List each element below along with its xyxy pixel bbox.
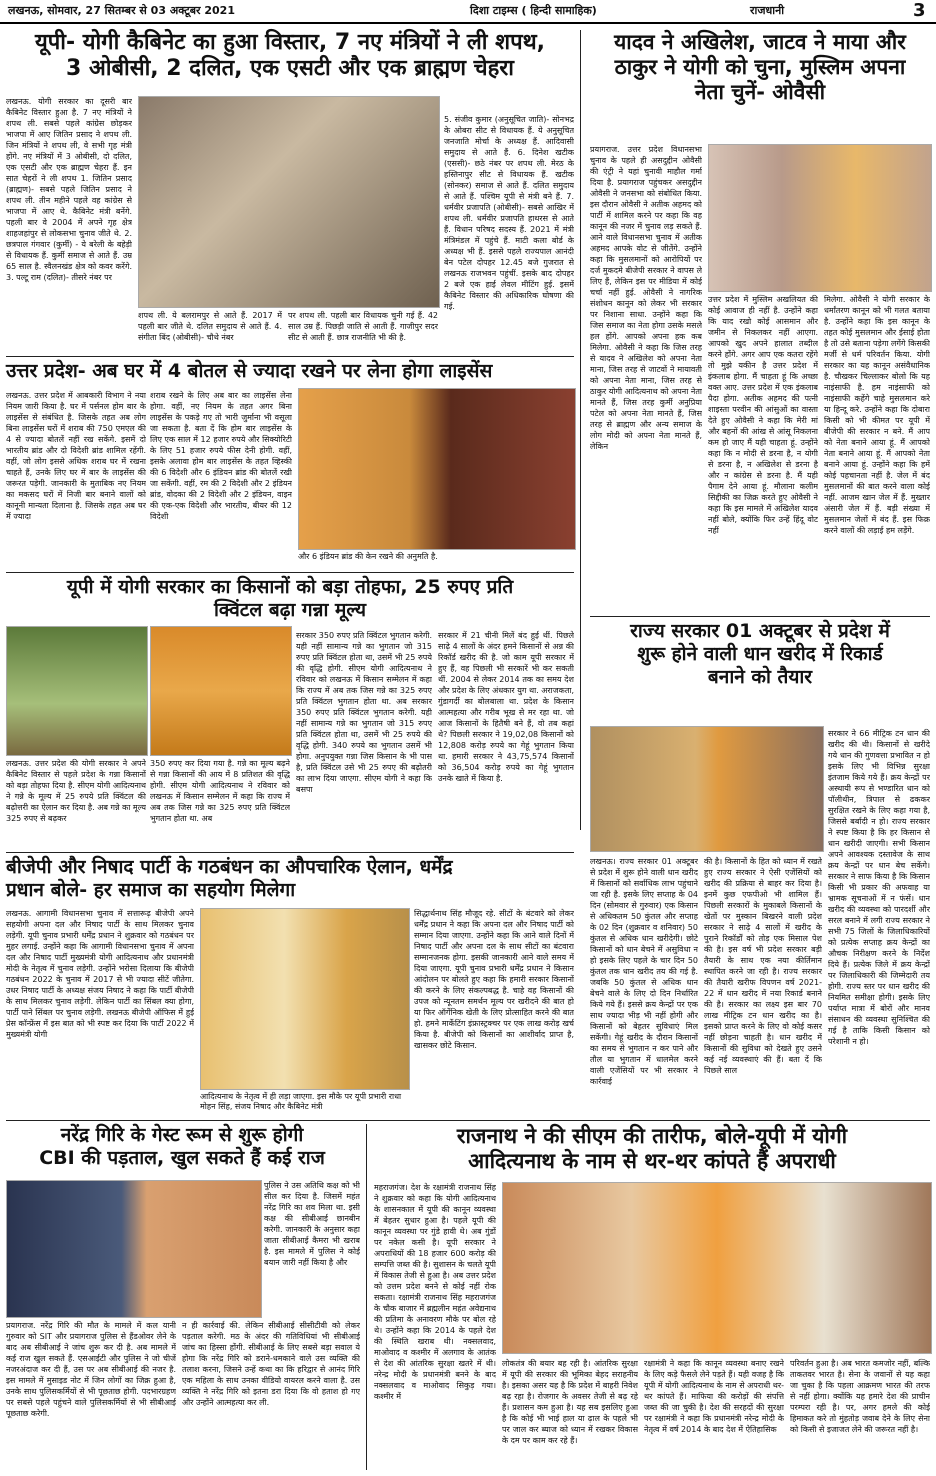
rajnath-headline-2: आदित्यनाथ के नाम से थर-थर कांपते हैं अपराधी — [468, 1149, 836, 1174]
liquor-headline: उत्तर प्रदेश- अब घर में 4 बोतल से ज्यादा रखने पर लेना होगा लाइसेंस — [6, 360, 493, 382]
owaisi-col-3: मिलेगा. ओवैसी ने योगी सरकार के धर्मांतरण कानून को भी गलत बताया है. उन्होंने कहा कि इस कानून के तहत कोई मुसलमान और ईसाई होता है तो उसे बताना पड़ेगा लगेंगे किसकी मर्जी से धर्म परिवर्तन किया. योगी सरकार का यह कानून असंवैधानिक है. चौखकर चिल्लाकर बोलो कि यह नाइंसाफी है. हम नाइंसाफी को नाइंसाफी कहेंगे चाहे मुसलमान करे या हिन्दू करे. उन्होंने कहा कि दोबारा किसी को भी कीमत पर यूपी में बीजेपी की सरकार न बने. मैं आप को नेता बनाने आया हूं. मैं आपको नेता बनाने आया हूं. मैं आपको नेता बनाने आया हूं. उन्होंने कहा कि हमें कोई पहचानता नहीं है. जेल में बंद मुसलमानों की बात करने वाला कोई नहीं. आजम खान जेल में हैं. मुख्तार अंसारी जेल में हैं. बड़ी संख्या में मुसलमान जेलों में बंद हैं. इस फिक्र करने वालों की लड़ाई हम लड़ेंगे. — [824, 295, 930, 535]
section-name: राजधानी — [750, 4, 785, 17]
cbi-photo — [6, 1180, 262, 1318]
page-number: 3 — [913, 0, 926, 21]
rajnath-col-3: रक्षामंत्री ने कहा कि कानून व्यवस्था बनाए रखने के लिए कड़े फैसले लेने पड़ते हैं। यही वजह है कि यूपी में योगी आदित्यनाथ के नाम से अपराधी थर-थर कांपते हैं। माफिया की करोड़ों की संपत्ति जब्त की जा चुकी है। देश की सरहदों की सुरक्षा पर रक्षामंत्री ने कहा कि प्रधानमंत्री नरेन्द्र मोदी के नेतृत्व में वर्ष 2014 के बाद देश में ऐतिहासिक — [644, 1359, 784, 1434]
rajnath-event-photo — [502, 1182, 932, 1354]
owaisi-col-1: प्रयागराज. उत्तर प्रदेश विधानसभा चुनाव के पहले ही असदुद्दीन ओवैसी की एंट्री ने यहां चुनावी माहौल गर्मा दिया है. प्रयागराज पहुंचकर असदुद्दीन ओवैसी ने जनसभा को संबोधित किया. इस दौरान ओवैसी ने अतीक अहमद को पार्टी में शामिल करने पर कहा कि वह कानून की नजर में चुनाव लड़ सकते हैं. आने वाले विधानसभा चुनाव में अतीक अहमद आपके वोट से जीतेंगे. उन्होंने कहा कि मुसलमानों को आरोपियों पर दर्ज मुकदमे बीजेपी सरकार ने वापस ले लिए हैं, लेकिन इस पर मीडिया में कोई चर्चा नहीं हुई. ओवैसी ने नागरिक संशोधन कानून को लेकर भी सरकार पर निशाना साधा. उन्होंने कहा कि जिस समाज का नेता होगा उसके मसले हल होंगे. आपको अपना हक कब मिलेगा. ओवैसी ने कहा कि जिस तरह से यादव ने अखिलेश को अपना नेता माना, जिस तरह से जाटवों ने मायावती को अपना नेता माना, जिस तरह से ठाकुर योगी आदित्यनाथ को अपना नेता मानते हैं, जिस तरह कुर्मी अनुप्रिया पटेल को अपना नेता मानते हैं, जिस तरह से ब्राह्मण और अन्य समाज के लोग मोदी को अपना नेता मानते हैं, लेकिन — [590, 145, 702, 451]
owaisi-headline-1: यादव ने अखिलेश, जाटव ने माया और — [614, 30, 906, 54]
liquor-col-2: शराब रखने के लिए अब बार का लाइसेंस लेना होगा. वहीं, नए नियम के तहत अगर बिना लाइसेंस के पकड़े गए तो भारी जुर्माना भी वसूला जा सकता है. बता दें कि होम बार लाइसेंस के लिए एक साल में 12 हजार रुपये और सिक्योरिटी के लिए 51 हजार रुपये फीस देनी होगी. वहीं, इसके अलावा होम बार लाइसेंस के तहत व्हिस्की की 6 विदेशी और 6 इंडियन ब्रांड की बोतलें रखी जा सकेंगी. वहीं, रम की 2 विदेशी और 2 इंडियन ब्रांड, वोदका की 2 विदेशी और 2 इंडियन, वाइन की एक-एक विदेशी और भारतीय, बीयर की 12 विदेशी — [150, 391, 292, 521]
section-divider — [6, 356, 574, 357]
leaders-photo — [708, 144, 932, 292]
liquor-col-1: लखनऊ. उत्तर प्रदेश में आबकारी विभाग ने नया नियम जारी किया है. घर में पर्सनल होम बार के लाइसेंस से संबंधित है. जिसके तहत अब लोग बिना लाइसेंस घरों में शराब की 750 एमएल की 4 से ज्यादा बोतलें नहीं रख सकेंगे. इसमें दो भारतीय ब्रांड और दो विदेशी ब्रांड शामिल रहेंगी. वहीं, जो लोग इससे अधिक शराब घर में रखना चाहते हैं, उनके लिए घर में बार के लाइसेंस की जरूरत पड़ेगी. जानकारी के मुताबिक नए नियम का मकसद घरों में निजी बार बनाने वालों को कानूनी मान्यता दिलाना है. जिसके तहत अब घर में ज्यादा — [6, 391, 146, 521]
section-divider — [6, 1120, 930, 1121]
paper-name: दिशा टाइम्स ( हिन्दी सामाहिक) — [470, 4, 597, 17]
sugarcane-col-1: लखनऊ. उत्तर प्रदेश की योगी सरकार ने अपने कैबिनेट विस्तार से पहले प्रदेश के गन्ना किसानों को बड़ा तोहफा दिया है. सीएम योगी आदित्यनाथ ने गन्ने के मूल्य में 25 रुपये प्रति क्विंटल की बढ़ोत्तरी का ऐलान कर दिया है. अब गन्ने का मूल्य 325 रुपए से बढ़कर — [6, 759, 146, 823]
rajnath-col-1: महराजगंज। देश के रक्षामंत्री राजनाथ सिंह ने शुक्रवार को कहा कि योगी आदित्यनाथ के शासनकाल में यूपी की कानून व्यवस्था में बेहतर सुधार हुआ है। पहले यूपी की कानून व्यवस्था पर गुंडे हावी थे। अब गुंडों पर नकेल कसी है। यूपी सरकार ने अपराधियों की 18 हजार 600 करोड़ की सम्पत्ति जब्त की है। सुशासन के चलते यूपी में विकास तेजी से हुआ है। अब उत्तर प्रदेश को उत्तम प्रदेश बनने से कोई नहीं रोक सकता। रक्षामंत्री राजनाथ सिंह महराजगंज के चौक बाजार में ब्रह्मलीन महंत अवेद्यनाथ की प्रतिमा के अनावरण मौके पर बोल रहे थे। उन्होंने कहा कि 2014 के पहले देश की स्थिति खराब थी। नक्सलवाद, माओवाद व कश्मीर में अलगाव के आतंक से देश की आंतरिक सुरक्षा खतरे में थी। नरेन्द्र मोदी के प्रधानमंत्री बनने के बाद नक्सलवाद व माओवाद सिकुड़ गया। कश्मीर में — [374, 1183, 496, 1401]
rajnath-article — [374, 1124, 930, 1174]
cabinet-col-3: पर शपथ ली. पहली बार विधायक चुनी गई हैं. 42 साल उम्र हैं. पिछड़ी जाति से आती हैं. गाजीपुर सदर सीट से आती हैं. छात्र राजनीति भी की है. — [288, 311, 438, 342]
yogi-photo — [150, 626, 292, 756]
nishad-press-photo — [200, 908, 410, 1090]
sugarcane-col-3: सरकार 350 रुपए प्रति क्विंटल भुगतान करेगी. यही नहीं सामान्य गन्ने का भुगतान जो 315 रुपए प्रति क्विंटल होता था, उसमें भी 25 रुपये की वृद्धि होगी. सीएम योगी आदित्यनाथ ने रविवार को लखनऊ में किसान सम्मेलन में कहा कि राज्य में अब तक जिस गन्ने का 325 रुपए प्रति क्विंटल भुगतान होता था. अब सरकार 350 रुपए प्रति क्विंटल भुगतान करेगी. यही नहीं सामान्य गन्ने का भुगतान जो 315 रुपए प्रति क्विंटल होता था, उसमें भी 25 रुपये की वृद्धि होगी. 340 रुपये का भुगतान उसमें भी होगा. अनुपयुक्त गन्ना जिस किसान के भी पास है, प्रति क्विंटल उसे भी 25 रुपए की बढ़ोतरी का लाभ दिया जाएगा. सीएम योगी ने कहा कि बसपा — [296, 631, 432, 794]
cabinet-col-4: 5. संजीव कुमार (अनुसूचित जाति)- सोनभद्र के ओबरा सीट से विधायक हैं. ये अनुसूचित जनजाति मोर्चा के अध्यक्ष हैं. आदिवासी समुदाय से आते हैं. 6. दिनेश खटीक (एससी)- छठे नंबर पर शपथ ली. मेरठ के हस्तिनापुर सीट से विधायक हैं. खटीक (सोनकर) समाज से आते हैं. दलित समुदाय से आते हैं. पश्चिम यूपी से मंत्री बने हैं. 7. धर्मवीर प्रजापति (ओबीसी)- सबसे आखिर में शपथ ली. धर्मवीर प्रजापति हाथरस से आते हैं. विधान परिषद सदस्य हैं. 2021 में मंत्री मंत्रिमंडल में पहुंचे हैं. माटी कला बोर्ड के अध्यक्ष भी हैं. इससे पहले राज्यपाल आनंदी बेन पटेल दोपहर 12.45 बजे गुजरात से लखनऊ राजभवन पहुंचीं. इसके बाद दोपहर 2 बजे एक हाई लेवल मीटिंग हुई. इसमें कैबिनेट विस्तार की अधिकारिक घोषणा की गई. — [444, 115, 574, 311]
owaisi-headline-3: नेता चुनें- ओवैसी — [694, 80, 826, 105]
sugarcane-field-photo — [6, 626, 148, 756]
masthead — [0, 0, 936, 24]
giri-col-2: न ही कार्रवाई की. लेकिन सीबीआई सीसीटीवी को लेकर पड़ताल करेगी. मठ के अंदर की गतिविधियां भी सीबीआई जांच का हिस्सा होंगी. सीबीआई के लिए सबसे बड़ा सवाल ये होगा कि नरेंद्र गिरि को डराने-धमकाने वाले उस व्यक्ति की तलाश करना, जिसने उन्हें कथा का कि हरिद्वार से आनंद गिरि एक महिला के साथ उनका वीडियो वायरल करने वाला है. उस व्यक्ति ने नरेंद्र गिरि को इतना डरा दिया कि वो हताश हो गए और उन्होंने आत्महत्या कर ली. — [182, 1321, 360, 1407]
giri-headline-1: नरेंद्र गिरि के गेस्ट रूम से शुरू होगी — [60, 1124, 304, 1146]
rajnath-col-2: लोकतंत्र की बयार बह रही है। आंतरिक सुरक्षा में यूपी की सरकार की भूमिका बेहद सराहनीय है। इसका असर यह है कि प्रदेश में बाहरी निवेश बढ़ रहा है। रोजगार के अवसर तेजी से बढ़ रहे हैं। प्रशासन कम हुआ है। यह सब इसलिए हुआ है कि कोई भी भाई हाल या ढ़ाल के पहले भी पर जाल कर ब्याज को ध्यान में रखकर विकास के दम पर काम कर रहे हैं। — [502, 1359, 638, 1445]
paddy-headline-1: राज्य सरकार 01 अक्टूबर से प्रदेश में — [630, 620, 890, 642]
owaisi-article — [590, 30, 930, 106]
cabinet-ministers-photo — [138, 96, 440, 308]
cabinet-article — [6, 30, 574, 83]
sugarcane-headline-2: क्विंटल बढ़ा गन्ना मूल्य — [213, 598, 367, 621]
paddy-article — [590, 620, 930, 688]
paddy-headline-3: बनाने को तैयार — [707, 665, 813, 688]
giri-col-1: प्रयागराज. नरेंद्र गिरि की मौत के मामले में कल यानी गुरुवार को SIT और प्रयागराज पुलिस से हैंडओवर लेने के बाद अब सीबीआई ने जांच शुरू कर दी है. अब मामले में कई राज खुल सकते हैं. एसआईटी और पुलिस ने जो चीजें नजरअंदाज कर दी हैं, उस पर अब सीबीआई की नजर है. इस मामले में मुसाइड नोट में जिन लोगों का जिक्र हुआ है, उनके साथ पुलिसकर्मियों से भी पूछताछ होगी. पदभारग्रहण पर सबसे पहले पहुंचने वाले पुलिसकर्मियों से भी सीबीआई पूछताछ करेगी. — [6, 1321, 176, 1418]
cabinet-col-1: लखनऊ. योगी सरकार का दूसरी बार कैबिनेट विस्तार हुआ है. 7 नए मंत्रियों ने शपथ ली. सबसे पहले कांग्रेस छोड़कर भाजपा में आए जितिन प्रसाद ने शपथ ली. जिन मंत्रियों ने शपथ ली, वे सभी गृह मंत्री होंगे. नए मंत्रियों में 3 ओबीसी, दो दलित, एक एसटी और एक ब्राह्मण चेहरा हैं. इन सात चेहरों ने ली शपथ 1. जितिन प्रसाद (ब्राह्मण)- सबसे पहले जितिन प्रसाद ने शपथ ली. तीन महीने पहले वह कांग्रेस से भाजपा में आए थे. कैबिनेट मंत्री बनेंगे. पहली बार वे 2004 में अपने गृह क्षेत्र शाहजहांपुर से लोकसभा चुनाव जीते थे. 2. छत्रपाल गंगवार (कुर्मी) - ये बरेली के बहेड़ी से विधायक हैं. कुर्मी समाज से आते हैं. उम्र 65 साल है. स्वैलनखंड क्षेत्र को कवर करेंगे. 3. पल्टू राम (दलित)- तीसरे नंबर पर — [6, 97, 132, 282]
paddy-photo — [590, 726, 824, 852]
paddy-headline-2: शुरू होने वाली धान खरीद में रिकार्ड — [637, 642, 883, 665]
liquor-photo — [298, 388, 576, 550]
section-divider — [6, 572, 574, 573]
nishad-headline-2: प्रधान बोले- हर समाज का सहयोग मिलेगा — [6, 878, 296, 901]
cabinet-headline-1: यूपी- योगी कैबिनेट का हुआ विस्तार, 7 नए मंत्रियों ने ली शपथ, — [34, 30, 545, 55]
sugarcane-col-4: सरकार में 21 चीनी मिलें बंद हुई थीं. पिछले साढ़े 4 सालों के अंदर हमने किसानों से अन्न की रिकॉर्ड खरीद की है. जो काम यूपी सरकार में हुए हैं, वह पिछली भी सरकारें भी कर सकती थीं. 2004 से लेकर 2014 तक का समय देश और प्रदेश के लिए अंधकार युग था. अराजकता, गुंडागर्दी का बोलबाला था. प्रदेश के किसान आत्महत्या और गरीब भूख से मर रहा था. जो आज किसानों के हितैषी बने हैं, वो तब कहां थे? पिछली सरकार ने 19,02,08 किसानों को 12,808 करोड़ रुपये का गेहूं भुगतान किया था. हमारी सरकार ने 43,75,574 किसानों को 36,504 करोड़ रुपये का गेहूं भुगतान उनके खाते में किया है. — [438, 631, 574, 783]
column-divider — [580, 30, 581, 830]
sugarcane-col-2: 350 रुपए कर दिया गया है. गन्ने का मूल्य बढ़ने से गन्ना किसानों की आय में 8 प्रतिशत की वृद्धि होगी. सीएम योगी आदित्यनाथ ने रविवार को लखनऊ में किसान सम्मेलन में कहा कि राज्य में अब तक जिस गन्ने का 325 रुपए प्रति क्विंटल भुगतान होता था. अब — [150, 759, 290, 823]
cabinet-col-2: शपथ ली. ये बलरामपुर से आते हैं. 2017 में पहली बार जीते थे. दलित समुदाय से आते हैं. 4. संगीता बिंद (ओबीसी)- चौथे नंबर — [138, 311, 282, 342]
liquor-caption: और 6 इंडियन ब्रांड की केन रखने की अनुमति है. — [298, 552, 438, 561]
sugarcane-headline-1: यूपी में योगी सरकार का किसानों को बड़ा तोहफा, 25 रुपए प्रति — [66, 576, 514, 598]
paddy-col-1: लखनऊ। राज्य सरकार 01 अक्टूबर से प्रदेश में शुरू होने वाली धान खरीद में किसानों को सर्वाधिक लाभ पहुंचाने जा रही है. इसके लिए सप्ताह के 04 दिन (सोमवार से गुरुवार) एक किसान से अधिकतम 50 कुंतल और सप्ताह के 02 दिन (शुक्रवार व शनिवार) 50 कुंतल से अधिक धान खरीदेगी। छोटे किसानों को धान बेचने में असुविधा न हो इसके लिए पहले के चार दिन 50 कुंतल तक धान खरीद तय की गई है. जबकि 50 कुंतल से अधिक धान बेचने वाले के लिए दो दिन निर्धारित किये गये हैं। इससे क्रय केन्द्रों पर एक साथ ज्यादा भीड़ भी नहीं होगी और किसानों को बेहतर सुविधाएं मिल सकेंगी। गेहूं खरीद के दौरान किसानों का समय से भुगतान न कर पाने और तौल या भुगतान में धालमेल करने वाली एजेंसियों पर भी सरकार ने कार्रवाई — [590, 857, 698, 1086]
section-divider — [6, 852, 574, 853]
owaisi-headline-2: ठाकुर ने योगी को चुना, मुस्लिम अपना — [614, 55, 906, 80]
nishad-col-1: लखनऊ. आगामी विधानसभा चुनाव में सत्तारूढ़ बीजेपी अपने सहयोगी अपना दल और निषाद पार्टी के साथ मिलकर चुनाव लड़ेगी. यूपी चुनाव प्रभारी धर्मेंद्र प्रधान ने शुक्रवार को गठबंधन पर मुहर लगाई. उन्होंने कहा कि आगामी विधानसभा चुनाव में अपना दल और निषाद पार्टी मुख्यमंत्री योगी आदित्यनाथ और प्रधानमंत्री मोदी के नेतृत्व में चुनाव लड़ेगी. उन्होंने भरोसा दिलाया कि बीजेपी गठबंधन 2022 के चुनाव में 2017 से भी ज्यादा सीटें जीतेगा. उधर निषाद पार्टी के अध्यक्ष संजय निषाद ने कहा कि पार्टी बीजेपी के साथ मिलकर चुनाव लड़ेगी. लेकिन पार्टी का सिंबल क्या होगा, पार्टी पाने सिंबल पर चुनाव लड़ेगी. लखनऊ बीजेपी ऑफिस में हुई प्रेस कॉन्फ्रेंस में इस बात को भी स्पष्ट कर दिया कि पार्टी 2022 में मुख्यमंत्री योगी — [6, 909, 194, 1039]
giri-article — [6, 1124, 358, 1170]
nishad-headline-1: बीजेपी और निषाद पार्टी के गठबंधन का औपचारिक ऐलान, धर्मेंद्र — [6, 856, 453, 878]
date-line: लखनऊ, सोमवार, 27 सितम्बर से 03 अक्टूबर 2021 — [8, 4, 235, 17]
section-divider — [590, 616, 930, 617]
paddy-col-3: सरकार ने 66 मीट्रिक टन धान की खरीद की थी। किसानों से खरीदे गये धान की गुणवत्ता प्रभावित न हो इसके लिए भी विभिन्न सुरक्षा इंतजाम किये गये हैं। क्रय केन्द्रों पर अस्थायी रूप से भण्डारित धान को पॉलीथीन, त्रिपाल से ढककर सुरक्षित रखने के लिए कहा गया है, जिससे बर्बादी न हो। राज्य सरकार ने स्पष्ट किया है कि हर किसान से धान खरीदी जाएगी। सभी किसान अपने आवश्यक दस्तावेज के साथ क्रय केन्द्रों पर धान बेच सकेंगे। सरकार ने साफ किया है कि किसान किसी भी प्रकार की अफवाह या भ्रामक सूचनाओं में न फंसें। धान खरीद की व्यवस्था को पारदर्शी और सरल बनाने में लगी राज्य सरकार ने सभी 75 जिलों के जिलाधिकारियों को प्रत्येक सप्ताह क्रय केन्द्रों का औचक निरीक्षण करने के निर्देश दिये हैं। प्रत्येक जिले में क्रय केन्द्रों पर जिलाधिकारी की जिम्मेदारी तय होगी. राज्य स्तर पर धान खरीद की नियमित समीक्षा होगी। इसके लिए पर्याप्त मात्रा में बोरों और मानव संसाधन की व्यवस्था सुनिश्चित की गई है ताकि किसी किसान को परेशानी न हो। — [828, 729, 930, 1046]
cabinet-headline-2: 3 ओबीसी, 2 दलित, एक एसटी और एक ब्राह्मण चेहरा — [65, 56, 515, 82]
giri-col-side: पुलिस ने उस अतिथि कक्ष को भी सील कर दिया है. जिसमें महंत नरेंद्र गिरि का शव मिला था. इसी कक्ष की सीबीआई छानबीन करेगी. जानकारी के अनुसार कहा जाता सीबीआई कैमरा भी खराब है. इस मामले में पुलिस ने कोई बयान जारी नहीं किया है और — [264, 1181, 360, 1267]
nishad-col-3: सिद्धार्थनाथ सिंह मौजूद रहे. सीटों के बंटवारे को लेकर धर्मेंद्र प्रधान ने कहा कि अपना दल और निषाद पार्टी को सम्मान दिया जाएगा. उन्होंने कहा कि आने वाले दिनों में निषाद पार्टी और अपना दल के साथ सीटों का बंटवारा सम्मानजनक होगा. इसकी जानकारी आने वाले समय में दिया जाएगा. यूपी चुनाव प्रभारी धर्मेंद्र प्रधान ने किसान आंदोलन पर बोलते हुए कहा कि हमारी सरकार किसानों की करने के लिए संकल्पबद्ध है. चाहे वह किसानों की उपज को न्यूनतम समर्थन मूल्य पर खरीदने की बात हो या फिर ऑर्गेनिक खेती के लिए प्रोत्साहित करने की बात हो. हमने मार्केटिंग इंफ्रास्ट्रक्चर पर एक लाख करोड़ खर्च किया है. बीजेपी को किसानों का आशीर्वाद प्राप्त है, खासकर छोटे किसान. — [414, 909, 574, 1050]
column-divider — [366, 1124, 367, 1470]
owaisi-col-2: उत्तर प्रदेश में मुस्लिम अखलियत की कोई आवाज ही नहीं है. उन्होंने कहा कि याद रखो कोई आसमान और जमीन से निकलकर नहीं आएगा. आपको खुद अपने हालात तब्दील करने होंगे. अगर आप एक कतरा रहेंगे तो मुझे यकीन है उत्तर प्रदेश में इंकलाब होगा. मैं चाहता हूं कि अच्छा वक्त आए. उत्तर प्रदेश में एक इंकलाब पैदा होगा. अतीक अहमद की पत्नी शाइस्ता परवीन की आंसुओं का वास्ता देते हुए ओवैसी ने कहा कि मेरी मां और बहनों की आंख से आंसू निकलना कम हो जाए मैं यही चाहता हूं. उन्होंने कहा कि न मोदी से डरना है, न योगी से डरना है, न अखिलेश से डरना है और न कांग्रेस से डरना है. मैं यही पैगाम देने आया हूं. मौलाना कलीम सिद्दीकी का जिक्र करते हुए ओवैसी ने कहा कि इस मामले में अखिलेश यादव नहीं बोले, क्योंकि फिर उन्हें हिंदू वोट नहीं — [708, 295, 818, 535]
rajnath-col-4: परिवर्तन हुआ है। अब भारत कमजोर नहीं, बल्कि ताकतवर भारत है। सेना के जवानों से यह कहा जा चुका है कि पहला आक्रमण भारत की तरफ से नहीं होगा। क्योंकि यह हमारे देश की प्राचीन परम्परा रही है। पर, अगर हमले की कोई हिमाकत करे तो मुंहतोड़ जवाब देने के लिए सेना को किसी से इजाजत लेने की जरूरत नहीं है। — [790, 1359, 930, 1434]
rajnath-headline-1: राजनाथ ने की सीएम की तारीफ, बोले-यूपी में योगी — [456, 1124, 848, 1148]
nishad-article — [6, 856, 574, 902]
nishad-caption: आदित्यनाथ के नेतृत्व में ही लड़ा जाएगा. इस मौके पर यूपी प्रभारी राधा मोहन सिंह, संजय निषाद और कैबिनेट मंत्री — [200, 1092, 402, 1111]
paddy-col-2: की है। किसानों के हित को ध्यान में रखते हुए राज्य सरकार ने ऐसी एजेंसियों को खरीद की प्रक्रिया से बाहर कर दिया है। इनमें कुछ एफपीओ भी शामिल हैं। पिछली सरकारों के मुकाबले किसानों के खेतों पर मुस्कान बिखरने वाली प्रदेश सरकार ने साढ़े 4 सालों में खरीद के पुराने रिकॉर्डों को तोड़ एक मिसाल पेश की है। इस वर्ष भी प्रदेश सरकार बड़ी तैयारी के साथ एक नया कीर्तिमान स्थापित करने जा रही है। राज्य सरकार की तैयारी खरीफ विपणन वर्ष 2021-22 में धान खरीद में नया रिकार्ड बनाने की है। सरकार का लक्ष्य इस बार 70 लाख मीट्रिक टन धान खरीद का है। इसको प्राप्त करने के लिए वो कोई कसर नहीं छोड़ना चाहती है। धान खरीद में किसानों की सुविधा को देखते हुए उसने कई नई व्यवस्थाएं की हैं। बता दें कि पिछले साल — [704, 857, 822, 1075]
sugarcane-article — [6, 576, 574, 622]
giri-headline-2: CBI की पड़ताल, खुल सकते हैं कई राज — [39, 1146, 325, 1169]
